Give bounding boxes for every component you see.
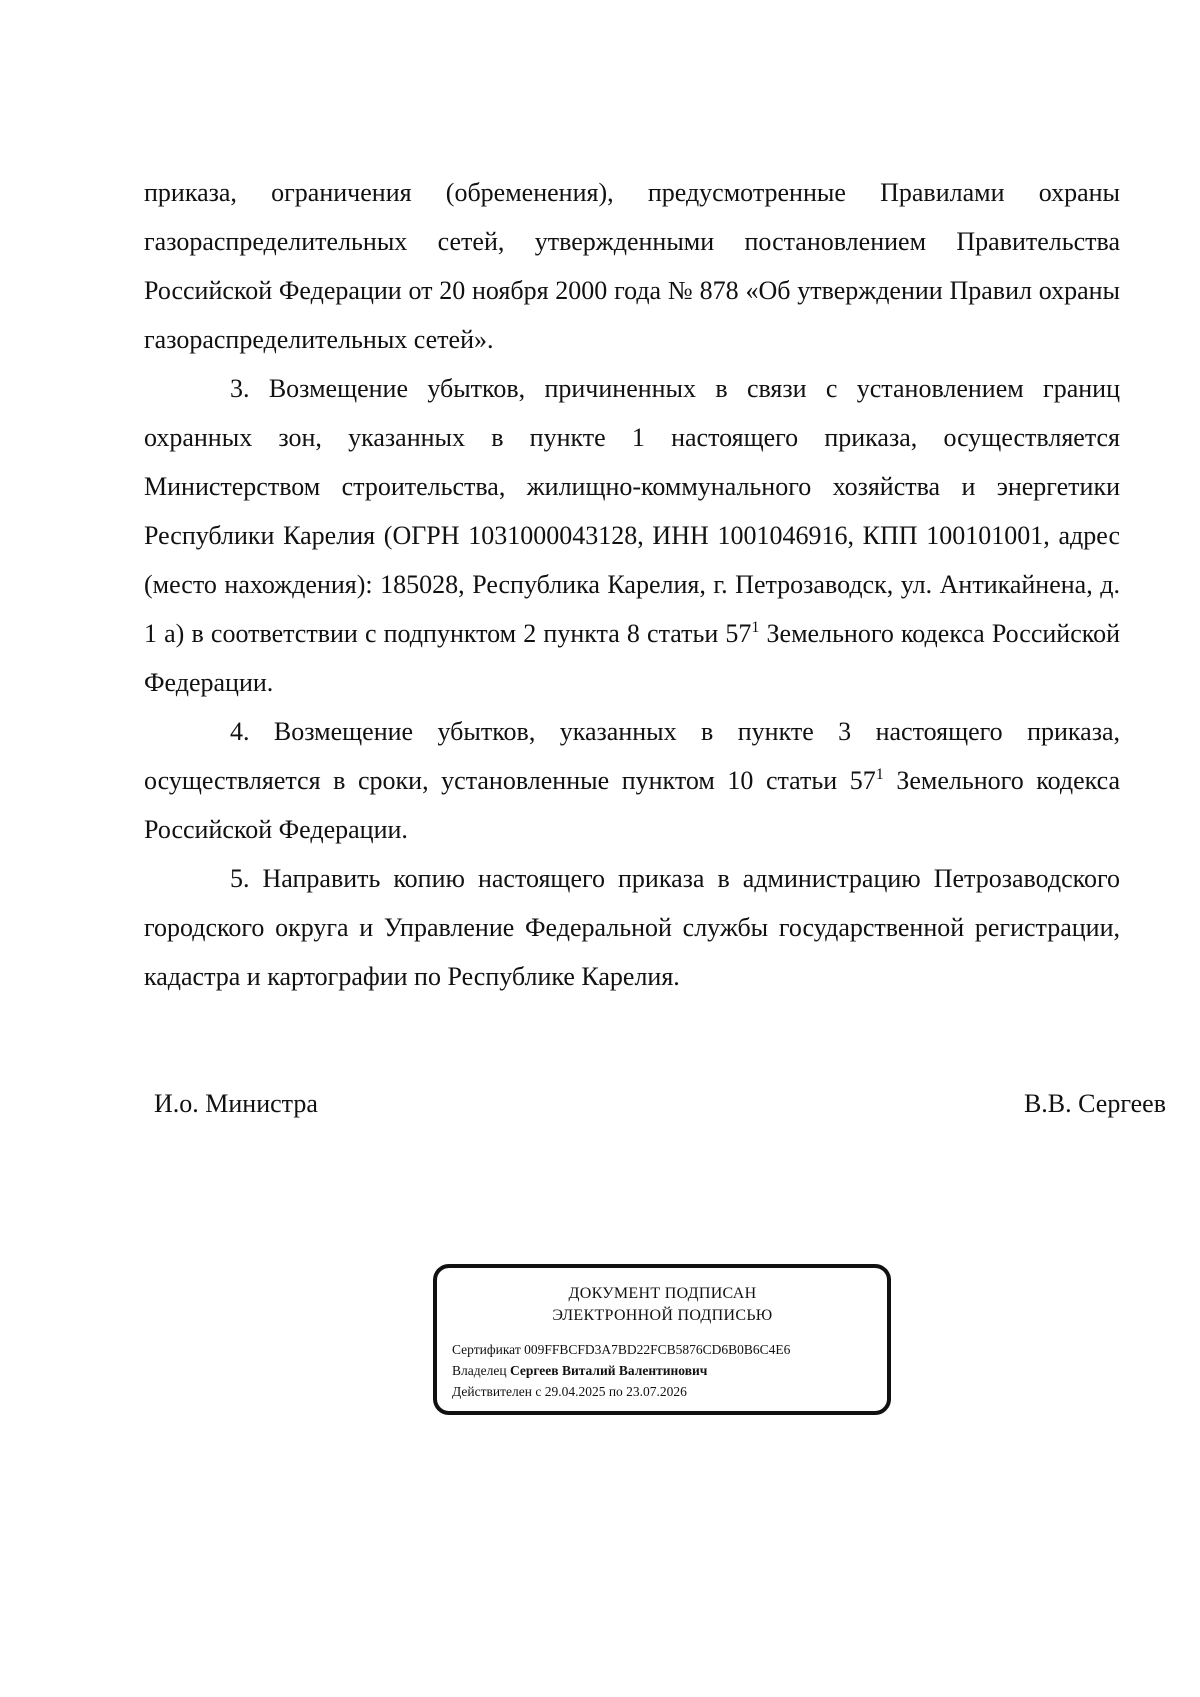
stamp-valid-to: 23.07.2026 [626,1384,687,1399]
paragraph-continuation: приказа, ограничения (обременения), предусмотренные Правилами охраны газораспределительных сетей, утвержденными постановлением Правительства Российской Федерации от 20 ноября 2000 года № 878 «Об утверждении Правил охраны газораспределительных сетей». [144,178,1120,354]
stamp-heading-line-2: ЭЛЕКТРОННОЙ ПОДПИСЬЮ [552,1307,773,1324]
signatory-name: В.В. Сергеев [1023,1089,1166,1118]
stamp-certificate-row [452,1339,873,1360]
document-body [144,168,1120,1001]
stamp-heading-line-1: ДОКУМЕНТ ПОДПИСАН [568,1285,757,1302]
paragraph-item-3-text: 3. Возмещение убытков, причиненных в связи с установлением границ охранных зон, указанных в пункте 1 настоящего приказа, осуществляется Министерством строительства, жилищно-коммунального хозяйства и энергетики Республики Карелия (ОГРН 1031000043128, ИНН 1001046916, КПП 100101001, адрес (место нахождения): 185028, Республика Карелия, г. Петрозаводск, ул. Антикайнена, д. 1 а) в соответствии с подпунктом 2 пункта 8 статьи 57 [144,374,1120,648]
paragraph-item-3 [144,364,1120,707]
paragraph-item-4-superscript: 1 [875,766,884,783]
paragraph-item-3-text-end: Земельного кодекса Российской Федерации. [144,619,1120,697]
electronic-signature-stamp [433,1264,891,1415]
stamp-certificate-value: 009FFBCFD3A7BD22FCB5876CD6B0B6C4E6 [524,1342,791,1357]
stamp-validity-row [452,1381,873,1402]
paragraph-item-5: 5. Направить копию настоящего приказа в администрацию Петрозаводского городского округа и Управление Федеральной службы государственной регистрации, кадастра и картографии по Республике Карелия. [144,864,1120,991]
paragraph-item-3-superscript: 1 [751,619,760,636]
paragraph-item-4-text: 4. Возмещение убытков, указанных в пункте 3 настоящего приказа, осуществляется в сроки, установленные пунктом 10 статьи 57 [144,717,1120,795]
signatory-title: И.о. Министра [154,1089,318,1118]
stamp-valid-to-label: по [608,1384,623,1399]
stamp-valid-from-label: с [535,1384,542,1399]
stamp-owner-label: Владелец [452,1363,507,1378]
paragraph-item-4-text-end: Земельного кодекса Российской Федерации. [144,766,1120,844]
stamp-valid-from: 29.04.2025 [544,1384,606,1399]
stamp-details [452,1339,873,1402]
stamp-certificate-label: Сертификат [452,1342,521,1357]
stamp-owner-row [452,1360,873,1381]
stamp-valid-label: Действителен [452,1384,532,1399]
stamp-owner-value: Сергеев Виталий Валентинович [509,1363,708,1378]
paragraph-item-4 [144,707,1120,854]
